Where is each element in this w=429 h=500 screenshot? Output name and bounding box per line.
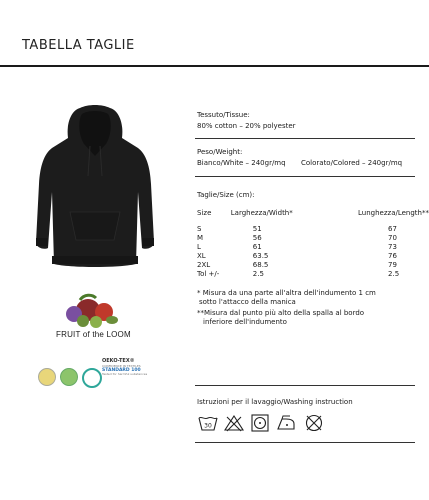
- wash-temperature: 30: [204, 422, 212, 430]
- table-header-cell: Size: [197, 209, 212, 217]
- wash-30-icon: [198, 414, 218, 432]
- table-cell: 67: [388, 225, 397, 233]
- table-cell: 61: [252, 243, 262, 251]
- table-row: [197, 243, 429, 252]
- table-cell: M: [197, 234, 204, 242]
- size-table: [197, 209, 429, 279]
- divider: [195, 138, 415, 139]
- table-cell: 56: [252, 234, 262, 242]
- iron-icon: [276, 414, 296, 432]
- note-width: * Misura da una parte all'altra dell'indumento 1 cm: [197, 289, 376, 297]
- divider: [195, 385, 415, 386]
- certification-badge-3: [82, 368, 102, 388]
- page-title: TABELLA TAGLIE: [22, 38, 135, 53]
- fabric-label: Tessuto/Tissue:: [197, 111, 250, 119]
- table-header-cell: Larghezza/Width*: [230, 209, 293, 217]
- weight-label: Peso/Weight:: [197, 148, 243, 156]
- hoodie-image: [30, 100, 160, 280]
- table-header-cell: Lunghezza/Length**: [358, 209, 429, 217]
- divider: [195, 442, 415, 443]
- washing-label: Istruzioni per il lavaggio/Washing instruction: [197, 398, 353, 406]
- oeko-tex-tagline: CONFIDENCE IN TEXTILES: [102, 364, 141, 368]
- oeko-tex-name: OEKO-TEX®: [102, 358, 135, 364]
- oeko-tex-label: [102, 358, 164, 398]
- table-cell: Tol +/-: [197, 270, 220, 278]
- note-length: **Misura dal punto più alto della spalla al bordo: [197, 309, 365, 317]
- brand-name: FRUIT of the LOOM: [56, 330, 131, 339]
- weight-white: Bianco/White – 240gr/mq: [197, 159, 286, 167]
- table-cell: S: [197, 225, 202, 233]
- certification-badge-2: [60, 368, 78, 386]
- fabric-value: 80% cotton – 20% polyester: [197, 122, 296, 130]
- table-row: [197, 225, 429, 234]
- table-cell: 2.5: [252, 270, 264, 278]
- table-row: [197, 270, 429, 279]
- divider: [195, 176, 415, 177]
- table-row: [197, 252, 429, 261]
- table-cell: 2XL: [197, 261, 211, 269]
- note-length-continued: inferiore dell'indumento: [203, 318, 287, 326]
- table-cell: 73: [388, 243, 397, 251]
- table-cell: 68.5: [252, 261, 269, 269]
- table-row: [197, 234, 429, 243]
- note-width-continued: sotto l'attacco della manica: [199, 298, 296, 306]
- certification-badge-1: [38, 368, 56, 386]
- title-divider: [0, 65, 429, 67]
- table-cell: 79: [388, 261, 397, 269]
- no-bleach-icon: [224, 414, 244, 432]
- table-cell: 51: [252, 225, 262, 233]
- size-table-label: Taglie/Size (cm):: [197, 191, 255, 199]
- oeko-tex-standard: STANDARD 100: [102, 368, 141, 373]
- oeko-tex-fine-print: Tested for harmful substances: [102, 372, 148, 376]
- table-cell: 76: [388, 252, 397, 260]
- tumble-dry-icon: [250, 414, 270, 432]
- weight-colored: Colorato/Colored – 240gr/mq: [301, 159, 403, 167]
- table-cell: 70: [388, 234, 397, 242]
- table-cell: L: [197, 243, 201, 251]
- table-cell: 2.5: [388, 270, 400, 278]
- table-row: [197, 261, 429, 270]
- table-cell: 63.5: [252, 252, 269, 260]
- no-dry-clean-icon: [304, 414, 324, 432]
- table-header-row: [197, 209, 429, 225]
- table-cell: XL: [197, 252, 206, 260]
